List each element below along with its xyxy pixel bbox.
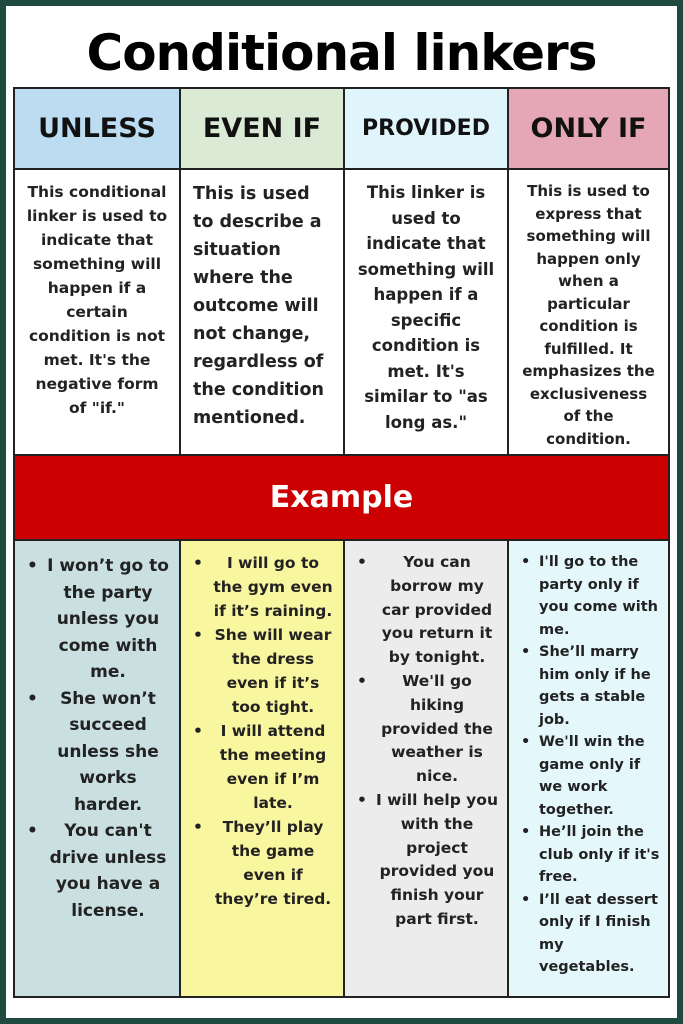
heading-only-if: ONLY IF <box>509 89 668 170</box>
example-banner <box>15 456 668 541</box>
example-item: • We'll win the game only if we work together. <box>517 731 660 821</box>
example-item: • We'll go hiking provided the weather is nice. <box>353 670 499 789</box>
example-item: • She will wear the dress even if it’s too tight. <box>189 623 335 719</box>
poster <box>6 6 677 1018</box>
example-list <box>189 551 335 911</box>
example-item: • She’ll marry him only if he gets a stable job. <box>517 641 660 731</box>
example-item: • I’ll eat dessert only if I finish my vegetables. <box>517 889 660 979</box>
example-item: • You can borrow my car provided you return it by tonight. <box>353 551 499 670</box>
page-title: Conditional linkers <box>86 24 597 82</box>
example-item: • I won’t go to the party unless you come with me. <box>23 553 171 686</box>
example-item: • I will go to the gym even if it’s raining. <box>189 551 335 623</box>
linker-table <box>13 87 670 998</box>
example-item: • You can't drive unless you have a license. <box>23 818 171 924</box>
example-label: Example <box>269 480 414 515</box>
example-list <box>517 551 660 979</box>
examples-even-if <box>181 541 345 996</box>
description-even-if: This is used to describe a situation where the outcome will not change, regardless of the condition mentioned. <box>181 170 345 456</box>
description-provided: This linker is used to indicate that something will happen if a specific condition is met. It's similar to "as long as." <box>345 170 509 456</box>
example-list <box>23 553 171 924</box>
examples-unless <box>15 541 181 996</box>
example-item: • She won’t succeed unless she works harder. <box>23 686 171 819</box>
description-unless: This conditional linker is used to indicate that something will happen if a certain condition is not met. It's the negative form of "if." <box>15 170 181 456</box>
example-item: • They’ll play the game even if they’re tired. <box>189 815 335 911</box>
example-item: • I will help you with the project provided you finish your part first. <box>353 789 499 932</box>
examples-provided <box>345 541 509 996</box>
examples-only-if <box>509 541 668 996</box>
heading-unless: UNLESS <box>15 89 181 170</box>
heading-provided: PROVIDED <box>345 89 509 170</box>
example-item: • I will attend the meeting even if I’m late. <box>189 719 335 815</box>
description-only-if: This is used to express that something will happen only when a particular condition is fulfilled. It emphasizes the exclusiveness of the condition. <box>509 170 668 456</box>
heading-even-if: EVEN IF <box>181 89 345 170</box>
example-item: • He’ll join the club only if it's free. <box>517 821 660 889</box>
example-item: • I'll go to the party only if you come with me. <box>517 551 660 641</box>
example-list <box>353 551 499 932</box>
